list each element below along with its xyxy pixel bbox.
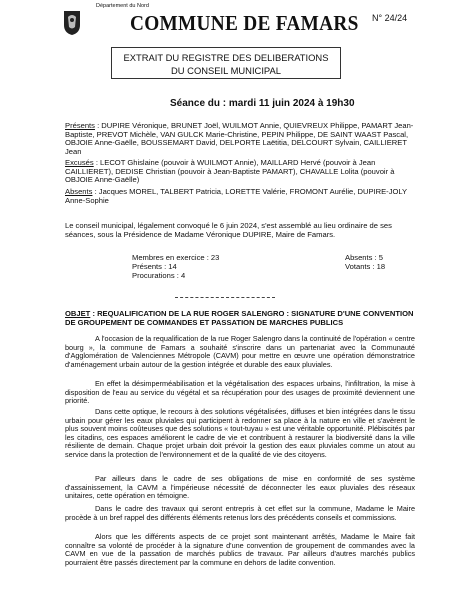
paragraph-5: Dans le cadre des travaux qui seront entrepris à cet effet sur la commune, Madame le Maire procède à un bref rappel des différents éléments retenus lors des précédents conseils et commissions. xyxy=(65,504,415,522)
counts-right xyxy=(345,253,385,271)
presents-count: Présents : 14 xyxy=(132,262,177,271)
paragraph-1: A l'occasion de la requalification de la rue Roger Salengro dans la continuité de l'opération « centre bourg », la commune de Famars a souhaité s'inscrire dans un partenariat avec la Communauté d'Agglomération de Valenciennes Métropole (CAVM) pour mettre en œuvre une opération démonstratrice d'aménagement urbain autour de la gestion intégrée et durable des eaux pluviales. xyxy=(65,334,415,369)
extrait-line-1: EXTRAIT DU REGISTRE DES DELIBERATIONS xyxy=(123,52,329,63)
paragraph-4: Par ailleurs dans le cadre de ses obligations de mise en conformité de ses système d'assainissement, la CAVM a l'impérieuse nécessité de déconnecter les eaux pluviales des réseaux unitaires, cette opération en témoigne. xyxy=(65,474,415,501)
membres-count: Membres en exercice : 23 xyxy=(132,253,220,262)
procurations-count: Procurations : 4 xyxy=(132,271,186,280)
deliberation-number: N° 24/24 xyxy=(372,13,408,23)
convocation-text: Le conseil municipal, légalement convoqué le 6 juin 2024, s'est assemblé au lieu ordinaire de ses séances, sous la Présidence de Madame Véronique DUPIRE, Maire de Famars. xyxy=(65,221,392,239)
paragraph-2: En effet la désimperméabilisation et la végétalisation des espaces urbains, l'infiltration, la mise à disposition de l'eau au service du végétal et sa récupération pour des usages de proximité deviennent une priorité. xyxy=(65,379,415,406)
paragraph-6: Alors que les différents aspects de ce projet sont maintenant arrêtés, Madame le Maire fait connaître sa volonté de procéder à la signature d'une convention de groupement de commandes avec la CAVM en vue de la passation de marchés publics de travaux. Par ailleurs d'autres marchés publics pourraient être passés directement par la commune en dehors de ladite convention. xyxy=(65,532,415,567)
counts-left xyxy=(132,253,219,280)
coat-of-arms-logo xyxy=(63,10,81,36)
absents-label: Absents xyxy=(65,187,93,196)
objet-text: : REQUALIFICATION DE LA RUE ROGER SALENGRO : SIGNATURE D'UNE CONVENTION DE GROUPEMENT DE COMMANDES ET PASSATION DE MARCHES PUBLICS xyxy=(65,309,414,327)
section-divider xyxy=(175,297,275,298)
seance-date: Séance du : mardi 11 juin 2024 à 19h30 xyxy=(170,98,355,109)
objet-heading xyxy=(65,309,415,327)
presents-text: : DUPIRE Véronique, BRUNET Joël, WUILMOT Annie, QUIEVREUX Philippe, PAMART Jean-Baptiste, PREVOT Michèle, VAN GULCK Marie-Christine, PEPIN Philippe, DE SAINT WAAST Pascal, OBJOIE Anne-Gaëlle, BOUSSEMART David, DELPORTE Laëtitia, DELCOURT Sylvain, CAILLIERET Jean xyxy=(65,121,414,156)
presents-list xyxy=(65,122,415,156)
votants-count: Votants : 18 xyxy=(345,262,386,271)
extrait-header-box xyxy=(111,47,341,79)
commune-title: COMMUNE DE FAMARS xyxy=(130,11,359,35)
absents-count: Absents : 5 xyxy=(345,253,383,262)
objet-label: OBJET xyxy=(65,309,91,318)
excuses-list xyxy=(65,159,415,185)
absents-list xyxy=(65,188,415,205)
absents-text: : Jacques MOREL, TALBERT Patricia, LORETTE Valérie, FROMONT Aurélie, DUPIRE-JOLY Anne-Sophie xyxy=(65,187,407,205)
excuses-label: Excusés xyxy=(65,158,94,167)
presents-label: Présents xyxy=(65,121,95,130)
paragraph-3: Dans cette optique, le recours à des solutions végétalisées, diffuses et bien intégrées dans le tissu urbain pour gérer les eaux pluviales qui participent à redonner sa place à la nature en ville et s'avèrent le plus souvent moins coûteuses que des solutions « tout-tuyau » est une véritable opportunité. Plébiscités par les citadins, ces espaces améliorent le cadre de vie et contribuent à restaurer la biodiversité dans la ville résiliente de demain. Chaque projet urbain doit prévoir la gestion des eaux pluviales comme un atout au service dans la protection de l'environnement et de la qualité de vie des citoyens. xyxy=(65,407,415,459)
excuses-text: : LECOT Ghislaine (pouvoir à WUILMOT Annie), MAILLARD Hervé (pouvoir à Jean CAILLIERET), DEDISE Christian (pouvoir à Jean-Baptiste PAMART), CHAVALLE Lolita (pouvoir à OBJOIE Anne-Gaëlle) xyxy=(65,158,395,185)
extrait-line-2: DU CONSEIL MUNICIPAL xyxy=(171,65,281,76)
department-label: Département du Nord xyxy=(96,3,149,9)
